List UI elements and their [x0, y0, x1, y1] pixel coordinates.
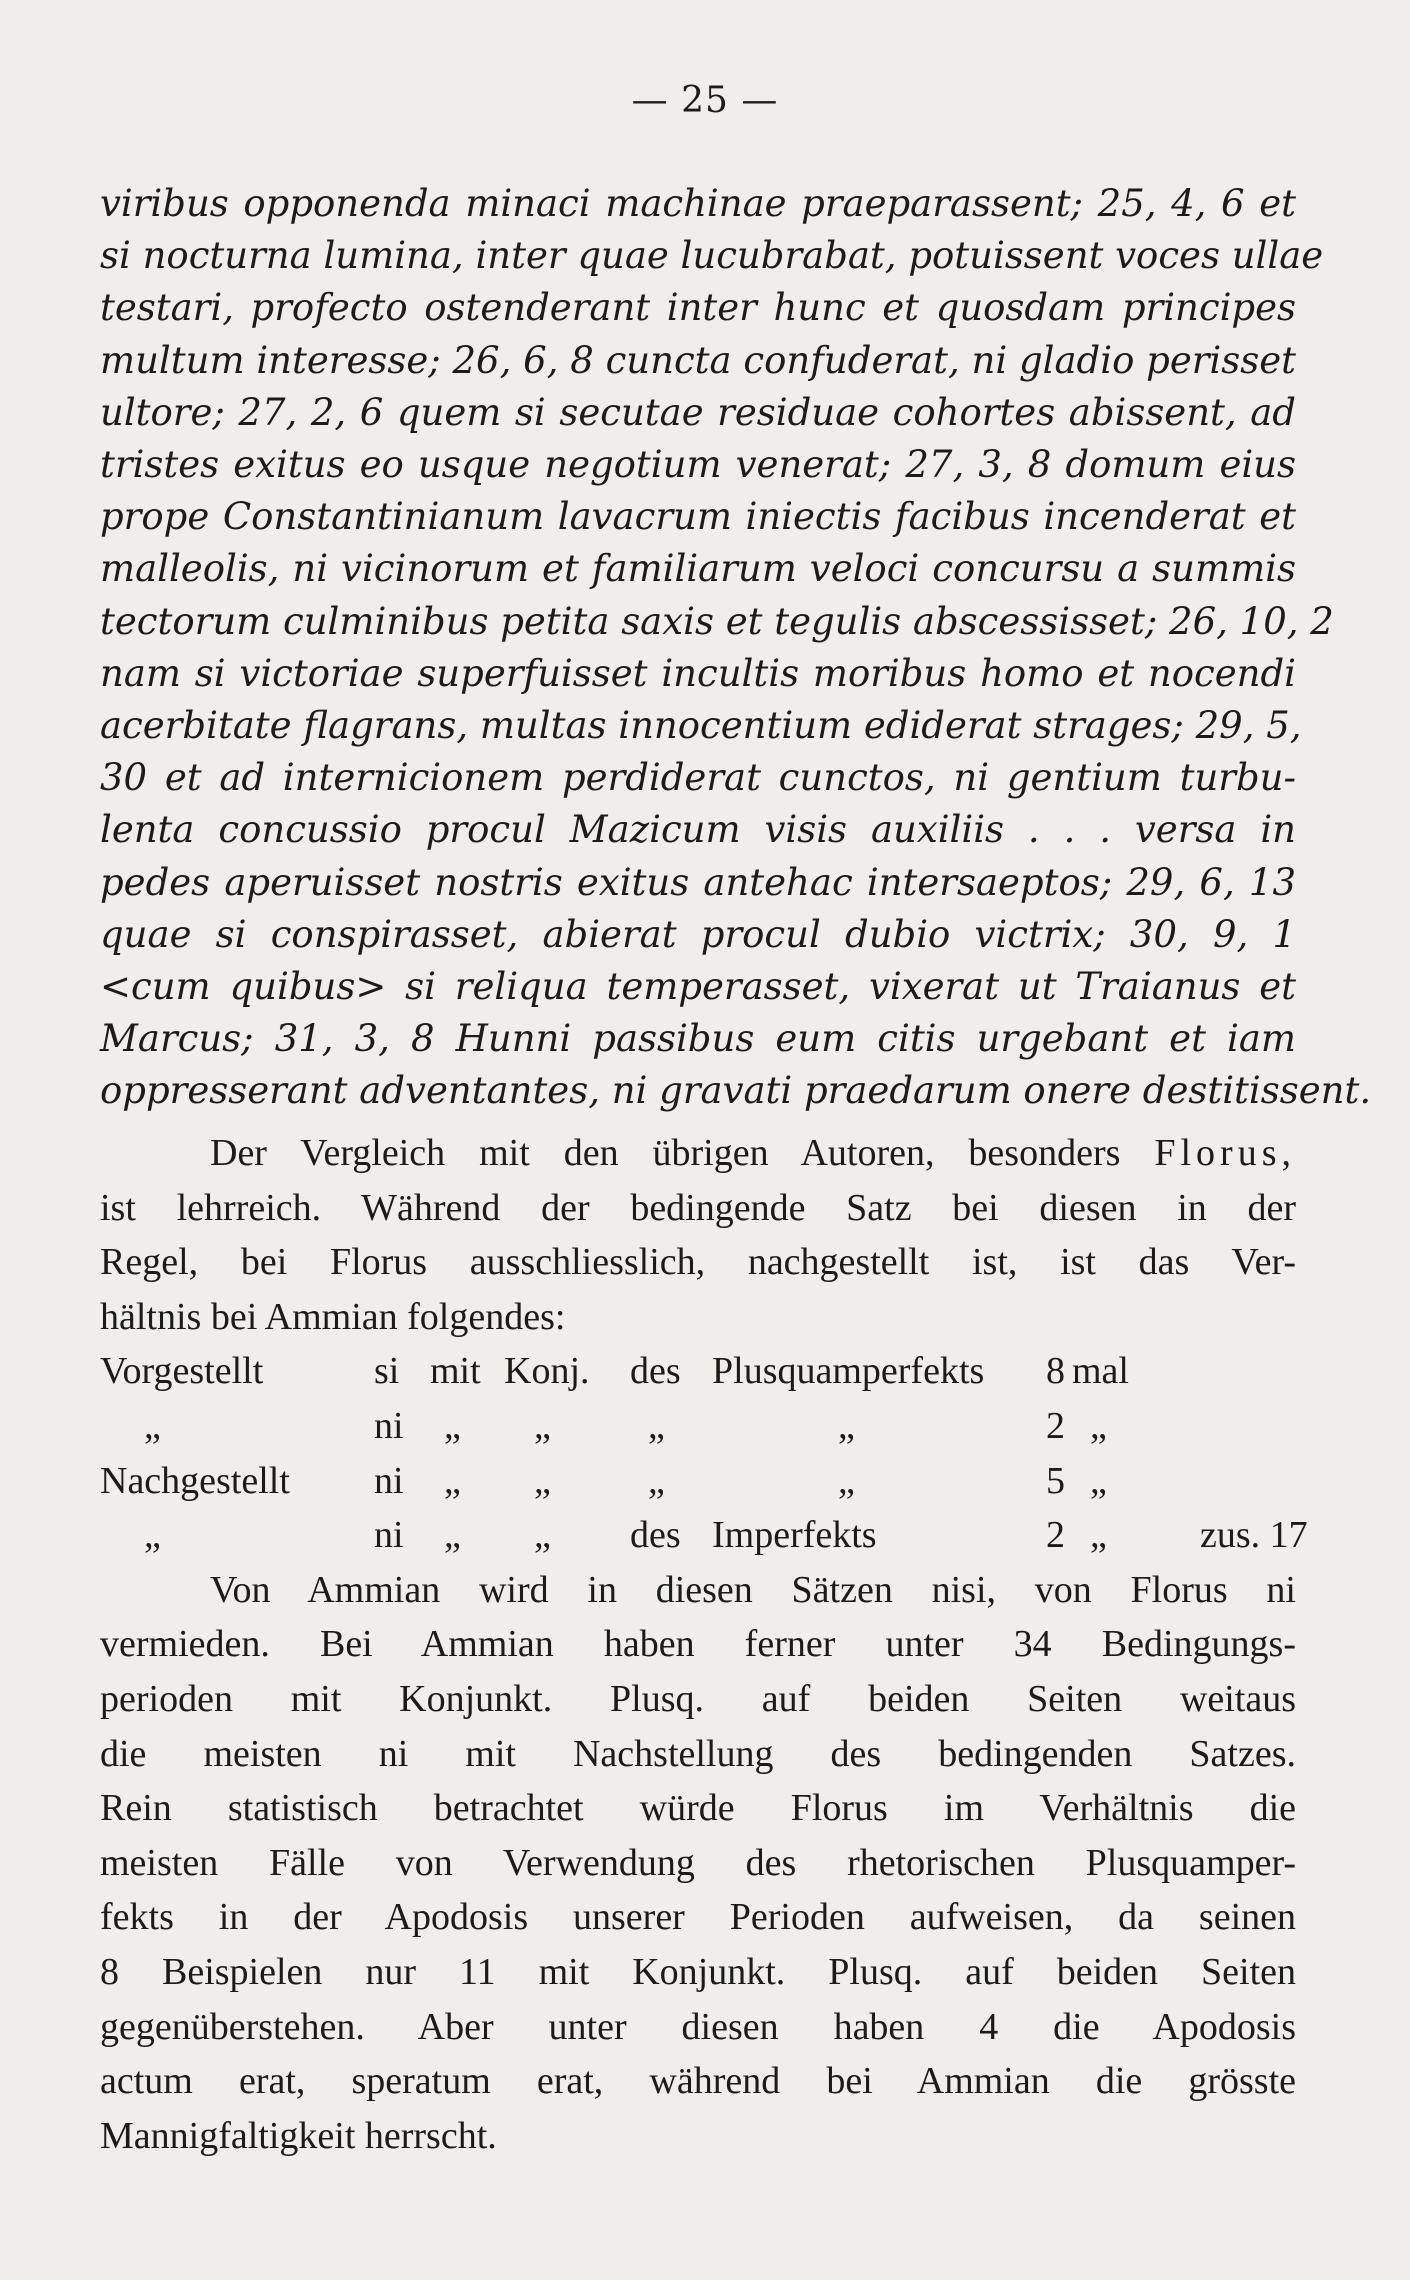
row-count: 8: [1046, 1350, 1065, 1393]
latin-line: testari, profecto ostenderant inter hunc et quosdam principes: [100, 286, 1296, 330]
paragraph-line: [100, 1126, 1296, 1181]
paragraph-line: vermieden. Bei Ammian haben ferner unter 34 Bedingungs-: [100, 1623, 1296, 1666]
paragraph-line: 8 Beispielen nur 11 mit Konjunkt. Plusq. auf beiden Seiten: [100, 1950, 1296, 1993]
latin-line: 30 et ad internicionem perdiderat cunctos, ni gentium turbu-: [100, 756, 1296, 800]
paragraph-line: fekts in der Apodosis unserer Perioden aufweisen, da seinen: [100, 1896, 1296, 1939]
row-word: des: [630, 1514, 681, 1557]
row-label: Vorgestellt: [100, 1350, 264, 1393]
latin-line: oppresserant adventantes, ni gravati praedarum onere destitissent.: [100, 1069, 1372, 1113]
row-conjunction: si: [374, 1350, 400, 1393]
statistics-row: [100, 1508, 1308, 1563]
paragraph-line: Rein statistisch betrachtet würde Florus im Verhältnis die: [100, 1787, 1296, 1830]
paragraph-line: meisten Fälle von Verwendung des rhetorischen Plusquamper-: [100, 1841, 1296, 1884]
latin-line: nam si victoriae superfuisset incultis moribus homo et nocendi: [100, 651, 1296, 695]
row-label: „: [144, 1404, 161, 1447]
row-word: „: [444, 1404, 461, 1447]
latin-quotations: [100, 178, 1372, 1118]
row-word: „: [648, 1404, 665, 1447]
row-word: „: [648, 1459, 665, 1502]
latin-line: multum interesse; 26, 6, 8 cuncta confuderat, ni gladio perisset: [100, 338, 1296, 382]
paragraph-line: Von Ammian wird in diesen Sätzen nisi, von Florus ni: [210, 1568, 1296, 1611]
row-word: Imperfekts: [712, 1514, 877, 1557]
author-name-florus: Florus,: [1154, 1132, 1296, 1174]
row-unit: „: [1090, 1514, 1107, 1557]
row-word: „: [444, 1459, 461, 1502]
latin-line: tectorum culminibus petita saxis et tegulis abscessisset; 26, 10, 2: [100, 599, 1334, 643]
row-label: Nachgestellt: [100, 1459, 290, 1502]
statistics-row: [100, 1399, 1296, 1454]
latin-line: ultore; 27, 2, 6 quem si secutae residuae cohortes abissent, ad: [100, 390, 1296, 434]
latin-line: <cum quibus> si reliqua temperasset, vixerat ut Traianus et: [100, 965, 1296, 1009]
row-word: „: [444, 1514, 461, 1557]
row-unit: mal: [1072, 1350, 1129, 1393]
paragraph-text: Der Vergleich mit den übrigen Autoren, besonders: [210, 1132, 1121, 1174]
row-total: zus. 17: [1200, 1514, 1308, 1557]
row-word: des: [630, 1350, 681, 1393]
latin-line: lenta concussio procul Mazicum visis auxiliis . . . versa in: [100, 808, 1296, 852]
row-word: Konj.: [504, 1350, 590, 1393]
paragraph-line: ist lehrreich. Während der bedingende Satz bei diesen in der: [100, 1186, 1296, 1229]
row-conjunction: ni: [374, 1459, 404, 1502]
page-number: — 25 —: [631, 80, 779, 121]
latin-line: si nocturna lumina, inter quae lucubrabat, potuissent voces ullae: [100, 234, 1324, 278]
row-count: 2: [1046, 1514, 1065, 1557]
paragraph-line: perioden mit Konjunkt. Plusq. auf beiden Seiten weitaus: [100, 1677, 1296, 1720]
latin-line: acerbitate flagrans, multas innocentium ediderat strages; 29, 5,: [100, 704, 1302, 748]
row-word: Plusquamperfekts: [712, 1350, 985, 1393]
paragraph-line: die meisten ni mit Nachstellung des bedingenden Satzes.: [100, 1732, 1296, 1775]
paragraph-line: Mannigfaltigkeit herrscht.: [100, 2114, 497, 2157]
latin-line: malleolis, ni vicinorum et familiarum veloci concursu a summis: [100, 547, 1296, 591]
row-word: mit: [430, 1350, 481, 1393]
row-word: „: [534, 1459, 551, 1502]
latin-line: viribus opponenda minaci machinae praeparassent; 25, 4, 6 et: [100, 182, 1296, 225]
row-word: „: [838, 1404, 855, 1447]
statistics-row: [100, 1344, 1296, 1399]
row-count: 5: [1046, 1459, 1065, 1502]
latin-line: prope Constantinianum lavacrum iniectis facibus incenderat et: [100, 495, 1296, 539]
row-count: 2: [1046, 1404, 1065, 1447]
latin-line: pedes aperuisset nostris exitus antehac intersaeptos; 29, 6, 13: [100, 860, 1296, 904]
row-unit: „: [1090, 1404, 1107, 1447]
row-conjunction: ni: [374, 1514, 404, 1557]
row-conjunction: ni: [374, 1404, 404, 1447]
paragraph-line: actum erat, speratum erat, während bei Ammian die grösste: [100, 2060, 1296, 2103]
latin-line: tristes exitus eo usque negotium venerat; 27, 3, 8 domum eius: [100, 443, 1296, 487]
paragraph-line: Regel, bei Florus ausschliesslich, nachgestellt ist, ist das Ver-: [100, 1241, 1296, 1284]
paragraph-line: gegenüberstehen. Aber unter diesen haben 4 die Apodosis: [100, 2005, 1296, 2048]
row-word: „: [534, 1404, 551, 1447]
latin-line: quae si conspirasset, abierat procul dubio victrix; 30, 9, 1: [100, 912, 1296, 956]
latin-line: Marcus; 31, 3, 8 Hunni passibus eum citis urgebant et iam: [100, 1017, 1296, 1061]
row-label: „: [144, 1514, 161, 1557]
paragraph-line: hältnis bei Ammian folgendes:: [100, 1295, 566, 1338]
statistics-row: [100, 1454, 1296, 1509]
row-unit: „: [1090, 1459, 1107, 1502]
row-word: „: [534, 1514, 551, 1557]
row-word: „: [838, 1459, 855, 1502]
german-commentary: [100, 1126, 1308, 2163]
